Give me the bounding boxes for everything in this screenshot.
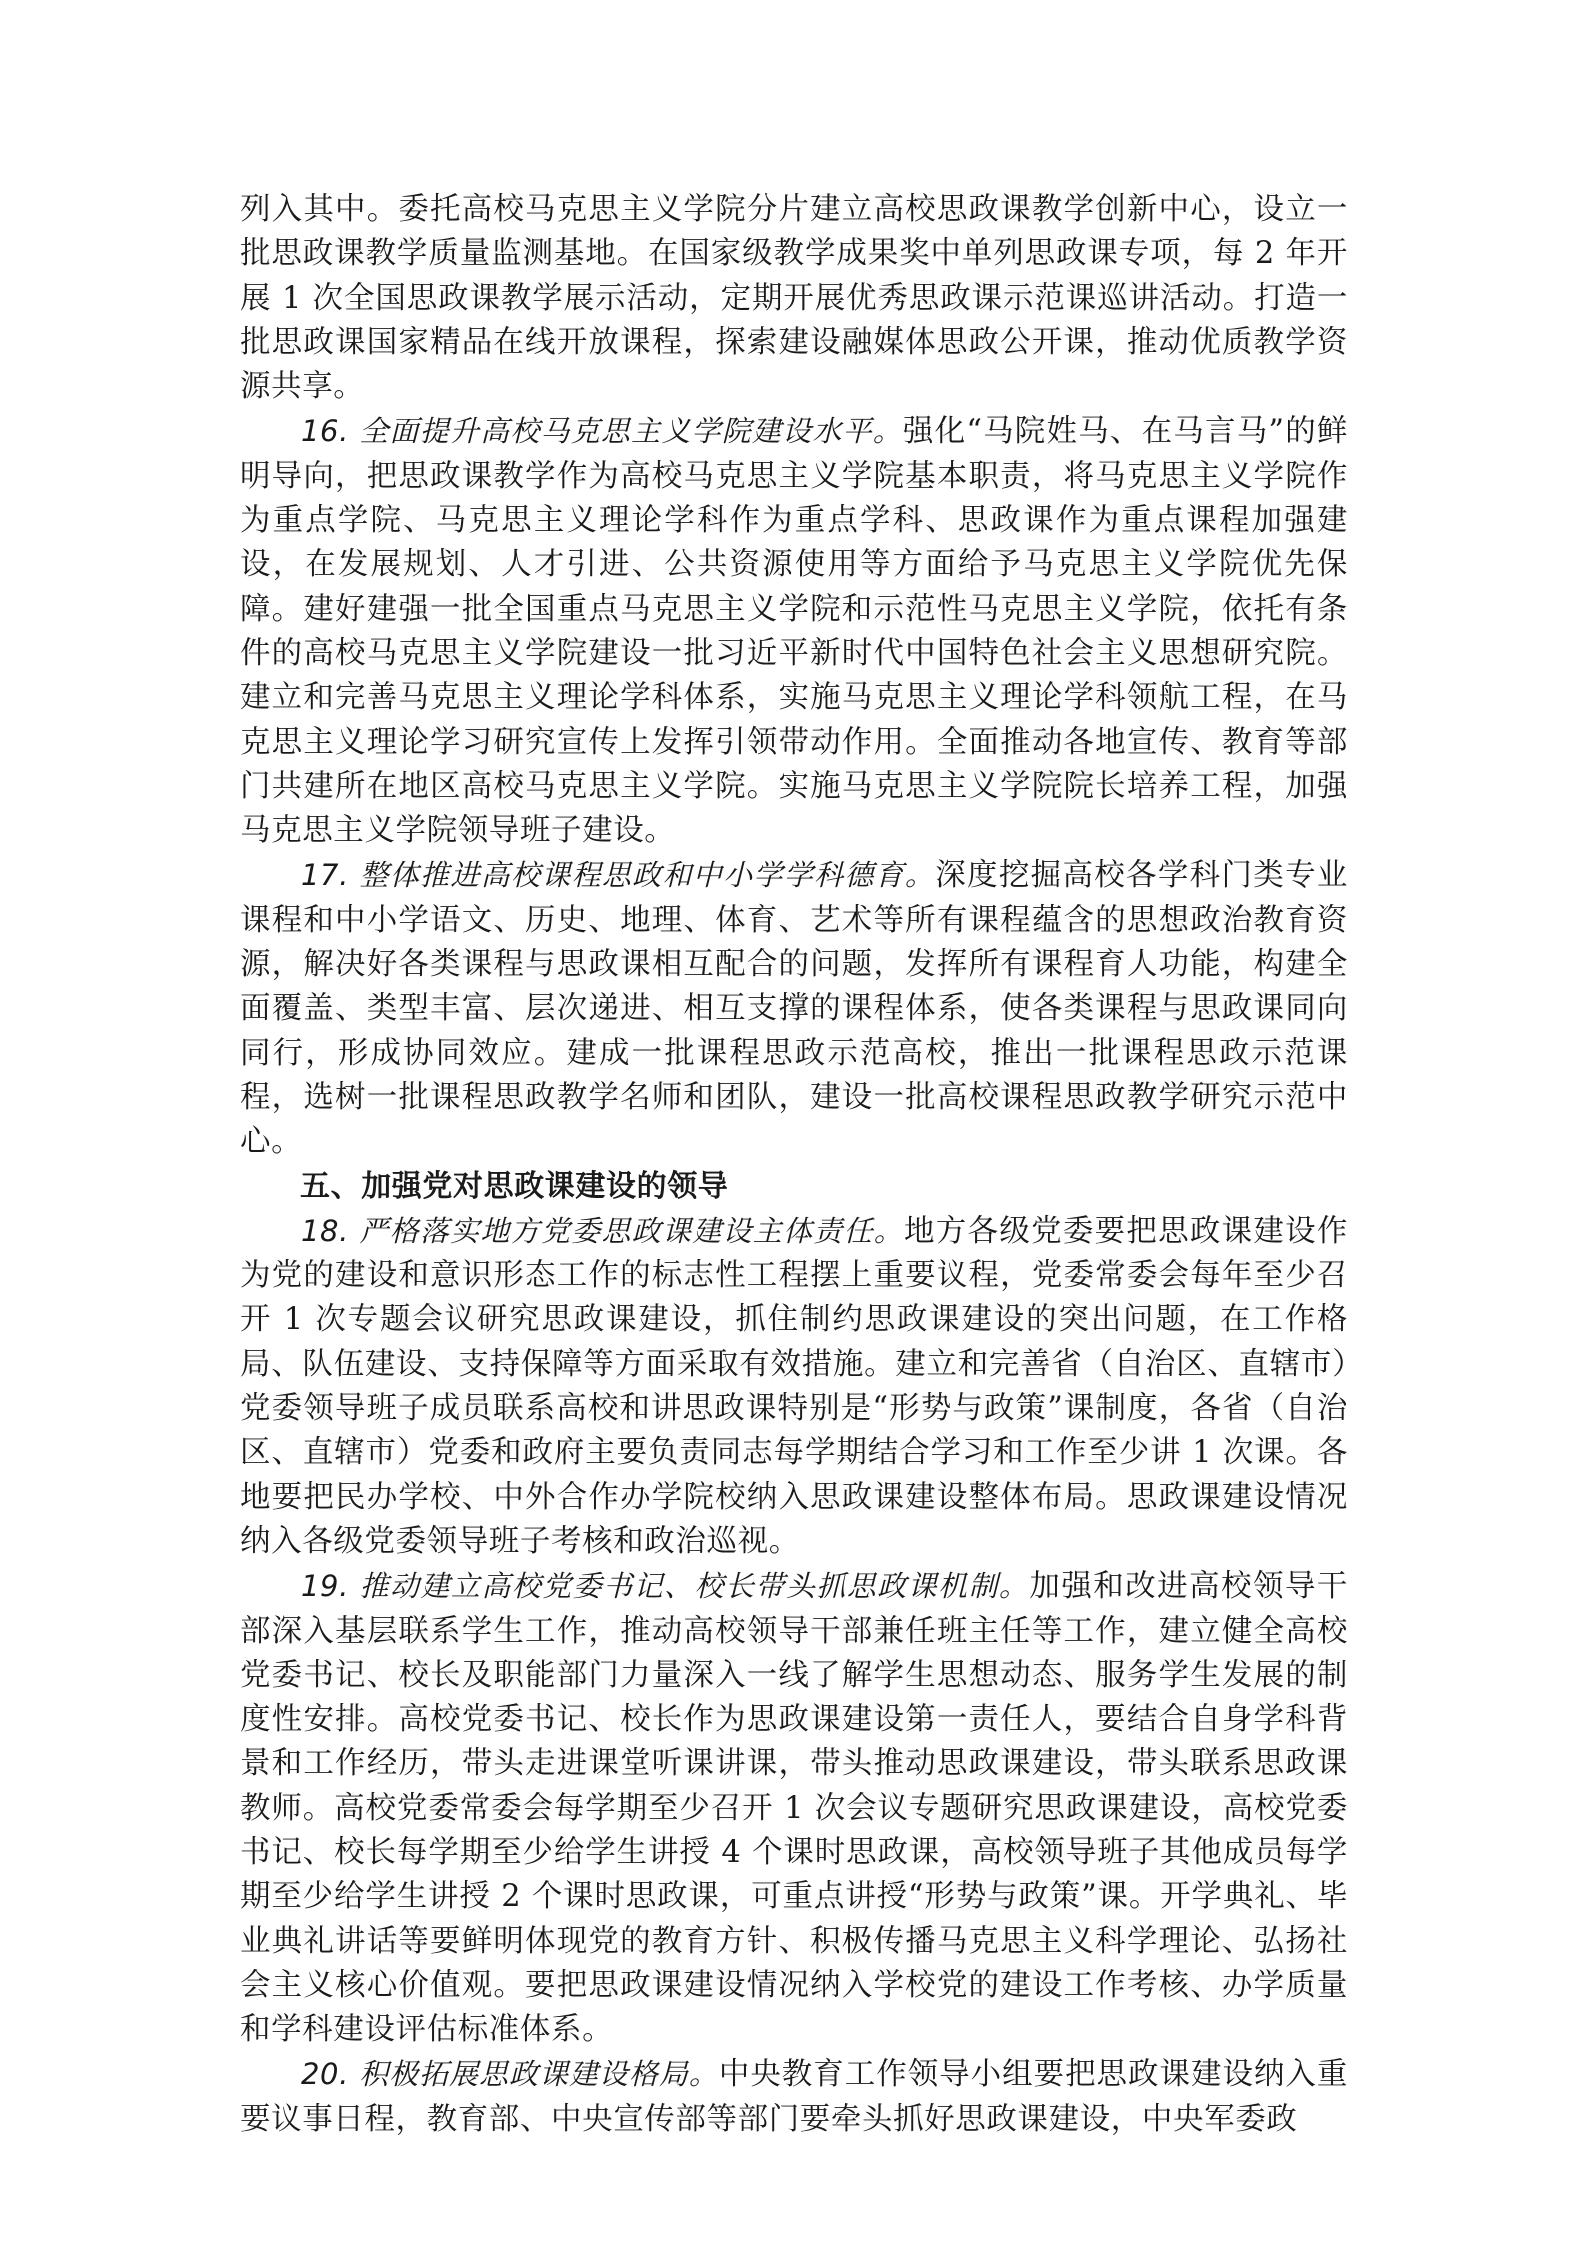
paragraph-16 (240, 409, 1348, 853)
paragraph-18-lead: 18. 严格落实地方党委思政课建设主体责任。 (301, 1213, 905, 1248)
paragraph-18-body: 地方各级党委要把思政课建设作为党的建设和意识形态工作的标志性工程摆上重要议程，党委常委会每年至少召开 1 次专题会议研究思政课建设，抓住制约思政课建设的突出问题，在工作格局、队伍建设、支持保障等方面采取有效措施。建立和完善省（自治区、直辖市）党委领导班子成员联系高校和讲思政课特别是“形势与政策”课制度，各省（自治区、直辖市）党委和政府主要负责同志每学期结合学习和工作至少讲 1 次课。各地要把民办学校、中外合作办学院校纳入思政课建设整体布局。思政课建设情况纳入各级党委领导班子考核和政治巡视。 (240, 1213, 1348, 1559)
section-heading: 五、加强党对思政课建设的领导 (300, 1168, 729, 1204)
paragraph-continued: 列入其中。委托高校马克思主义学院分片建立高校思政课教学创新中心，设立一批思政课教学质量监测基地。在国家级教学成果奖中单列思政课专项，每 2 年开展 1 次全国思政课教学展示活动，定期开展优秀思政课示范课巡讲活动。打造一批思政课国家精品在线开放课程，探索建设融媒体思政公开课，推动优质教学资源共享。 (240, 192, 1348, 405)
paragraph-16-lead: 16. 全面提升高校马克思主义学院建设水平。 (301, 414, 903, 449)
document-page (240, 188, 1348, 2142)
paragraph-17 (240, 853, 1348, 1164)
paragraph-18 (240, 1209, 1348, 1564)
paragraph-20-body: 中央教育工作领导小组要把思政课建设纳入重要议事日程，教育部、中央宣传部等部门要牵头抓好思政课建设，中央军委政 (240, 2057, 1348, 2137)
paragraph-19-body: 加强和改进高校领导干部深入基层联系学生工作，推动高校领导干部兼任班主任等工作，建立健全高校党委书记、校长及职能部门力量深入一线了解学生思想动态、服务学生发展的制度性安排。高校党委书记、校长作为思政课建设第一责任人，要结合自身学科背景和工作经历，带头走进课堂听课讲课，带头推动思政课建设，带头联系思政课教师。高校党委常委会每学期至少召开 1 次会议专题研究思政课建设，高校党委书记、校长每学期至少给学生讲授 4 个课时思政课，高校领导班子其他成员每学期至少给学生讲授 2 个课时思政课，可重点讲授“形势与政策”课。开学典礼、毕业典礼讲话等要鲜明体现党的教育方针、积极传播马克思主义科学理论、弘扬社会主义核心价值观。要把思政课建设情况纳入学校党的建设工作考核、办学质量和学科建设评估标准体系。 (240, 1569, 1348, 2048)
paragraph-17-lead: 17. 整体推进高校课程思政和中小学学科德育。 (301, 858, 936, 893)
paragraph-16-body: 强化“马院姓马、在马言马”的鲜明导向，把思政课教学作为高校马克思主义学院基本职责，将马克思主义学院作为重点学院、马克思主义理论学科作为重点学科、思政课作为重点课程加强建设，在发展规划、人才引进、公共资源使用等方面给予马克思主义学院优先保障。建好建强一批全国重点马克思主义学院和示范性马克思主义学院，依托有条件的高校马克思主义学院建设一批习近平新时代中国特色社会主义思想研究院。建立和完善马克思主义理论学科体系，实施马克思主义理论学科领航工程，在马克思主义理论学习研究宣传上发挥引领带动作用。全面推动各地宣传、教育等部门共建所在地区高校马克思主义学院。实施马克思主义学院院长培养工程，加强马克思主义学院领导班子建设。 (240, 414, 1348, 849)
paragraph-20 (240, 2052, 1348, 2142)
paragraph-20-lead: 20. 积极拓展思政课建设格局。 (301, 2057, 719, 2092)
paragraph-19-lead: 19. 推动建立高校党委书记、校长带头抓思政课机制。 (301, 1569, 1030, 1604)
paragraph-17-body: 深度挖掘高校各学科门类专业课程和中小学语文、历史、地理、体育、艺术等所有课程蕴含的思想政治教育资源，解决好各类课程与思政课相互配合的问题，发挥所有课程育人功能，构建全面覆盖、类型丰富、层次递进、相互支撑的课程体系，使各类课程与思政课同向同行，形成协同效应。建成一批课程思政示范高校，推出一批课程思政示范课程，选树一批课程思政教学名师和团队，建设一批高校课程思政教学研究示范中心。 (240, 858, 1348, 1160)
paragraph-19 (240, 1564, 1348, 2052)
